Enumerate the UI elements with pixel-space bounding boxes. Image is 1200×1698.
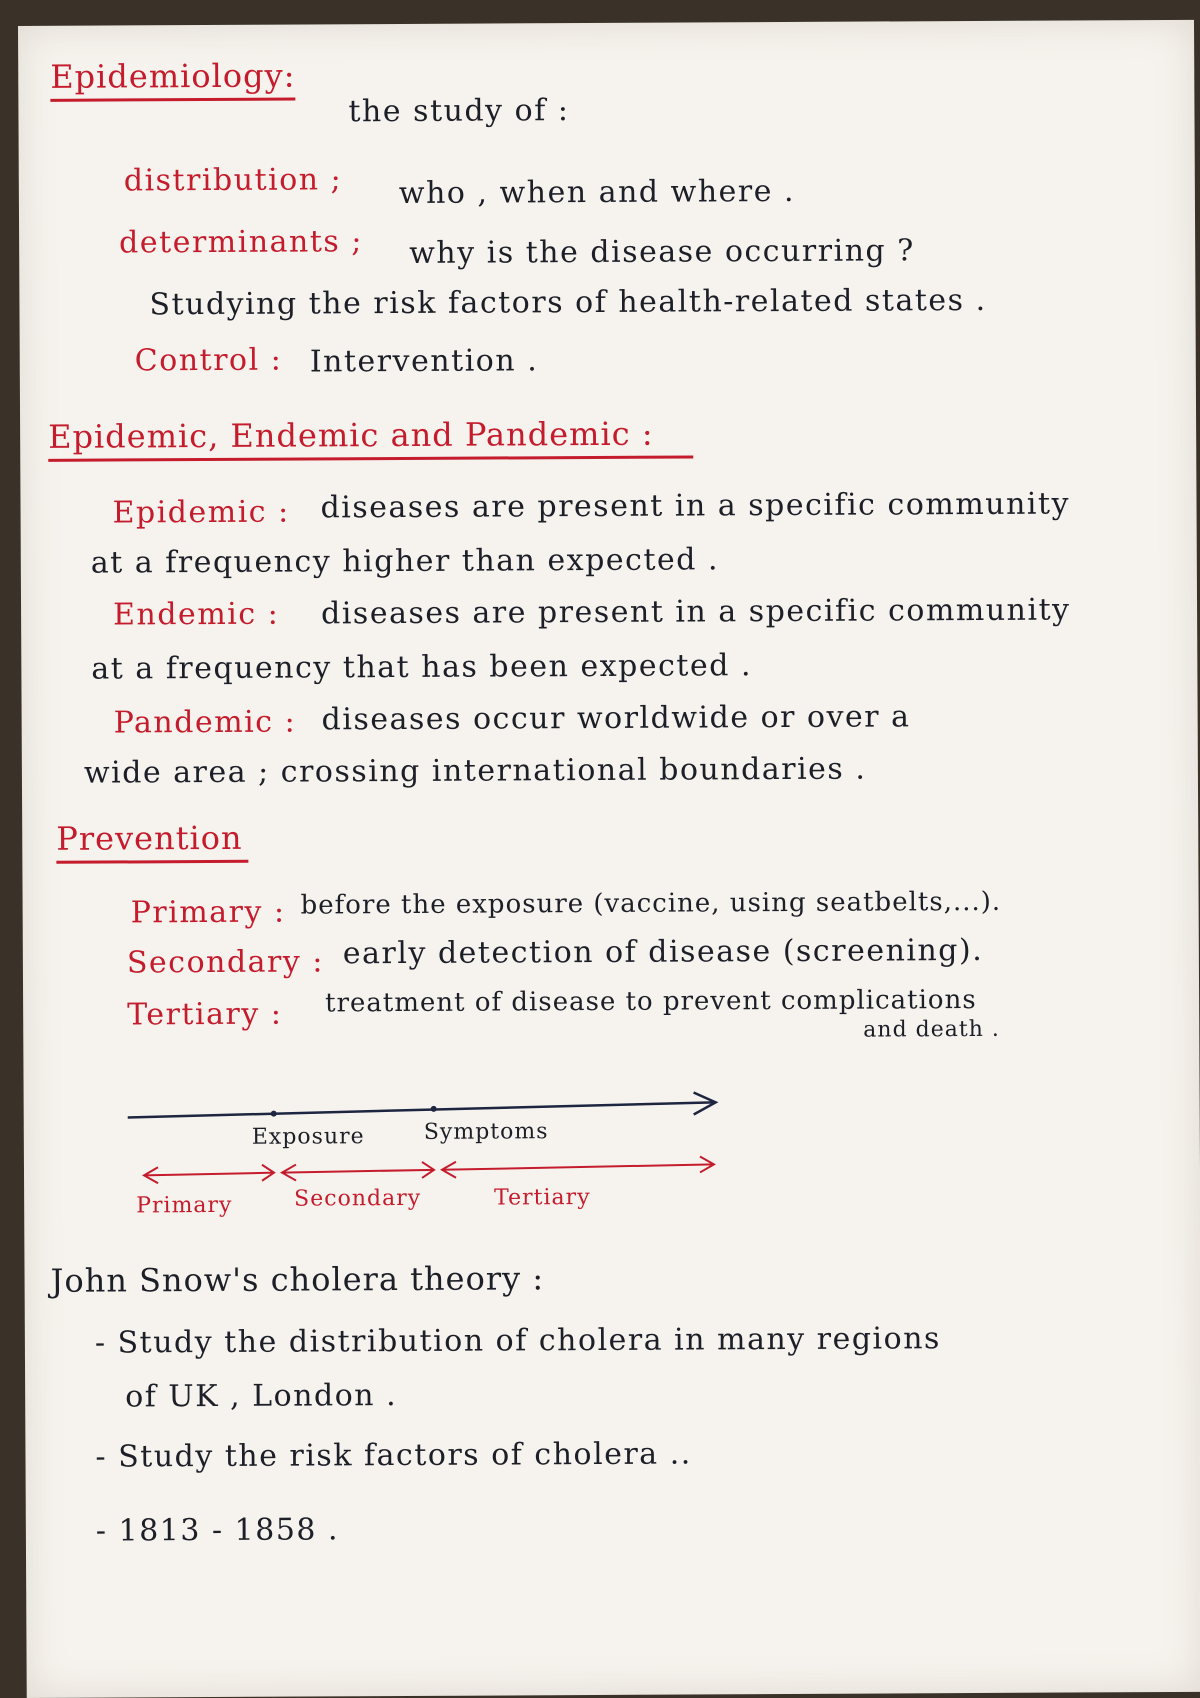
primary-label: Primary: [136, 1192, 233, 1219]
distribution-definition: who , when and where .: [398, 173, 796, 212]
epidemic-section-heading: Epidemic, Endemic and Pandemic :: [48, 414, 694, 461]
symptoms-point: [431, 1106, 437, 1112]
notebook-page: [18, 20, 1200, 1698]
john-snow-heading: John Snow's cholera theory :: [50, 1259, 545, 1300]
epidemic-definition-1: diseases are present in a specific community: [320, 486, 1071, 526]
primary-prevention-term: Primary :: [130, 894, 286, 931]
pandemic-definition-2: wide area ; crossing international boundaries .: [83, 751, 867, 791]
john-snow-bullet-3: - 1813 - 1858 .: [95, 1512, 340, 1549]
secondary-arrow: [282, 1170, 434, 1173]
tertiary-prevention-definition-2: and death .: [863, 1016, 1000, 1043]
symptoms-label: Symptoms: [423, 1119, 549, 1145]
tertiary-prevention-term: Tertiary :: [127, 996, 283, 1033]
tertiary-prevention-definition: treatment of disease to prevent complications: [325, 984, 977, 1019]
john-snow-bullet-2: - Study the risk factors of cholera ..: [95, 1436, 692, 1475]
secondary-prevention-term: Secondary :: [126, 944, 325, 981]
distribution-term: distribution ;: [123, 162, 343, 199]
primary-arrow: [144, 1173, 274, 1176]
timeline-axis: [128, 1102, 714, 1117]
exposure-point: [271, 1111, 277, 1117]
primary-prevention-definition: before the exposure (vaccine, using seatbelts,...).: [300, 886, 1002, 921]
prevention-heading: Prevention: [56, 819, 249, 864]
endemic-term: Endemic :: [112, 596, 280, 633]
endemic-definition-2: at a frequency that has been expected .: [91, 648, 753, 687]
epidemiology-intro: the study of :: [348, 93, 570, 130]
epidemic-definition-2: at a frequency higher than expected .: [90, 542, 720, 581]
epidemiology-heading: Epidemiology:: [50, 57, 295, 102]
pandemic-definition-1: diseases occur worldwide or over a: [321, 699, 911, 738]
tertiary-label: Tertiary: [494, 1185, 591, 1211]
john-snow-bullet-1b: of UK , London .: [125, 1378, 398, 1415]
endemic-definition-1: diseases are present in a specific community: [320, 592, 1071, 632]
determinants-term: determinants ;: [119, 224, 364, 261]
tertiary-arrow: [442, 1164, 714, 1169]
determinants-definition: why is the disease occurring ?: [409, 233, 915, 271]
control-term: Control :: [134, 342, 283, 379]
john-snow-bullet-1a: - Study the distribution of cholera in many regions: [94, 1321, 941, 1361]
risk-factors-line: Studying the risk factors of health-related states .: [149, 282, 987, 323]
epidemic-term: Epidemic :: [112, 494, 290, 531]
exposure-label: Exposure: [251, 1124, 365, 1150]
pandemic-term: Pandemic :: [113, 704, 297, 741]
secondary-prevention-definition: early detection of disease (screening).: [342, 932, 984, 972]
control-definition: Intervention .: [309, 343, 539, 380]
secondary-label: Secondary: [294, 1185, 422, 1212]
